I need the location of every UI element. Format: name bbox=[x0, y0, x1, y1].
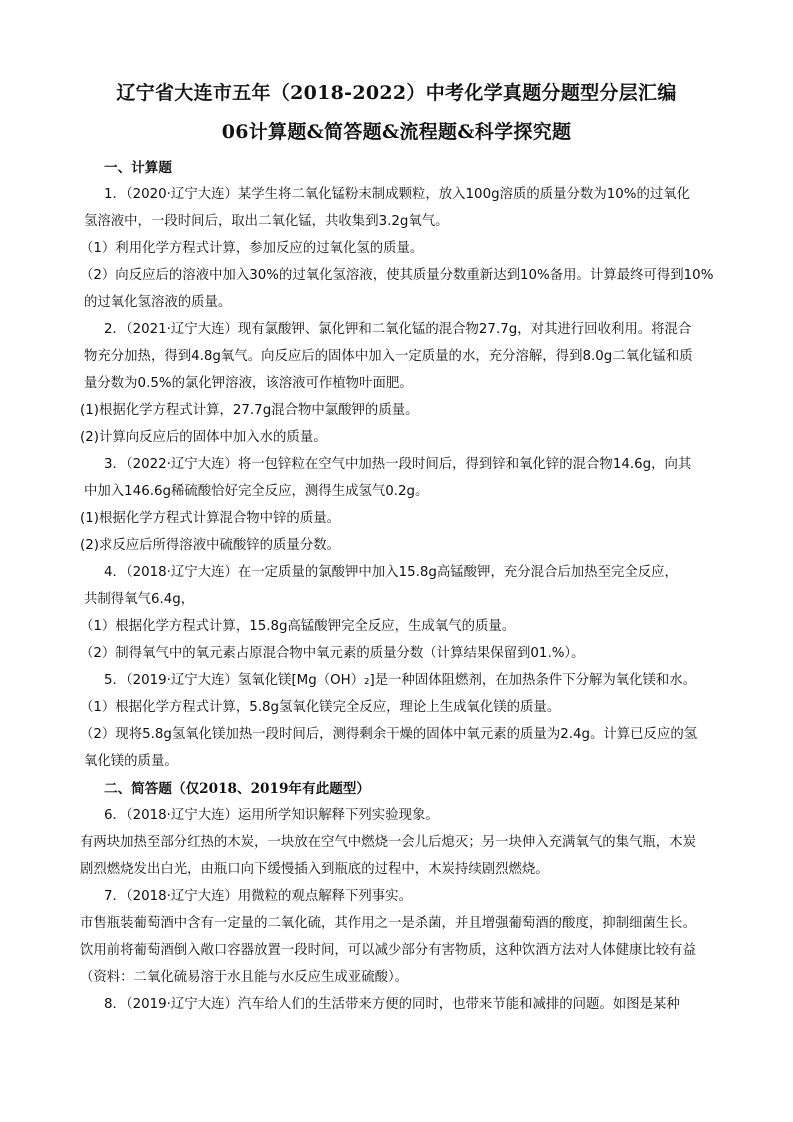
question-5-part-1: （1）根据化学方程式计算，5.8g氢氧化镁完全反应，理论上生成氧化镁的质量。 bbox=[80, 700, 561, 715]
question-3-part-2: (2)求反应后所得溶液中硫酸锌的质量分数。 bbox=[80, 538, 340, 553]
question-2-part-1: (1)根据化学方程式计算，27.7g混合物中氯酸钾的质量。 bbox=[80, 403, 419, 418]
question-4-line-1: 4．（2018·辽宁大连）在一定质量的氯酸钾中加入15.8g高锰酸钾，充分混合后加热至完全反应， bbox=[104, 565, 678, 580]
question-1-line-2: 氢溶液中，一段时间后，取出二氧化锰，共收集到3.2g氧气。 bbox=[84, 214, 449, 229]
question-4-part-1: （1）根据化学方程式计算，15.8g高锰酸钾完全反应，生成氧气的质量。 bbox=[80, 619, 516, 634]
question-6-line-3: 剧烈燃烧发出白光，由瓶口向下缓慢插入到瓶底的过程中，木炭持续剧烈燃烧。 bbox=[80, 862, 549, 877]
question-8-line-1: 8．（2019·辽宁大连）汽车给人们的生活带来方便的同时，也带来节能和减排的问题。如图是某种 bbox=[104, 997, 680, 1012]
question-2-part-2: (2)计算向反应后的固体中加入水的质量。 bbox=[80, 430, 327, 445]
question-6-line-1: 6．（2018·辽宁大连）运用所学知识解释下列实验现象。 bbox=[104, 808, 439, 823]
question-4-part-2: （2）制得氧气中的氧元素占原混合物中氧元素的质量分数（计算结果保留到01.%）。 bbox=[80, 646, 585, 661]
question-5-part-2: （2）现将5.8g氢氧化镁加热一段时间后，测得剩余干燥的固体中氧元素的质量为2.4g。计算已反应的氢 bbox=[80, 727, 698, 742]
question-7-line-3: 饮用前将葡萄酒倒入敞口容器放置一段时间，可以减少部分有害物质，这种饮酒方法对人体健康比较有益 bbox=[80, 943, 696, 958]
question-3-line-1: 3．（2022·辽宁大连）将一包锌粒在空气中加热一段时间后，得到锌和氧化锌的混合物14.6g，向其 bbox=[104, 457, 692, 472]
question-2-line-2: 物充分加热，得到4.8g氧气。向反应后的固体中加入一定质量的水，充分溶解，得到8.0g二氧化锰和质 bbox=[84, 349, 693, 364]
question-7-line-2: 市售瓶装葡萄酒中含有一定量的二氧化硫，其作用之一是杀菌，并且增强葡萄酒的酸度，抑制细菌生长。 bbox=[80, 916, 696, 931]
question-1-line-1: 1．（2020·辽宁大连）某学生将二氧化锰粉末制成颗粒，放入100g溶质的质量分数为10%的过氧化 bbox=[104, 187, 691, 202]
question-3-line-2: 中加入146.6g稀硫酸恰好完全反应，测得生成氢气0.2g。 bbox=[84, 484, 429, 499]
question-2-line-3: 量分数为0.5%的氯化钾溶液，该溶液可作植物叶面肥。 bbox=[84, 376, 413, 391]
question-1-part-2-cont: 的过氧化氢溶液的质量。 bbox=[84, 295, 232, 310]
section-heading-short-answer: 二、简答题（仅2018、2019年有此题型） bbox=[104, 781, 370, 797]
question-7-line-4: （资料：二氧化硫易溶于水且能与水反应生成亚硫酸）。 bbox=[80, 970, 409, 985]
question-3-part-1: (1)根据化学方程式计算混合物中锌的质量。 bbox=[80, 511, 340, 526]
question-2-line-1: 2．（2021·辽宁大连）现有氯酸钾、氯化钾和二氧化锰的混合物27.7g，对其进行回收利用。将混合 bbox=[104, 322, 692, 337]
document-subtitle: 06计算题&简答题&流程题&科学探究题 bbox=[221, 121, 572, 143]
question-6-line-2: 有两块加热至部分红热的木炭，一块放在空气中燃烧一会儿后熄灭；另一块伸入充满氧气的集气瓶，木炭 bbox=[80, 835, 696, 850]
question-5-line-1: 5．（2019·辽宁大连）氢氧化镁[Mg（OH）₂]是一种固体阻燃剂，在加热条件下分解为氧化镁和水。 bbox=[104, 673, 697, 688]
question-7-line-1: 7．（2018·辽宁大连）用微粒的观点解释下列事实。 bbox=[104, 889, 412, 904]
document-title: 辽宁省大连市五年（2018-2022）中考化学真题分题型分层汇编 bbox=[116, 82, 677, 104]
question-1-part-2: （2）向反应后的溶液中加入30%的过氧化氢溶液，使其质量分数重新达到10%备用。计算最终可得到10% bbox=[80, 268, 714, 283]
section-heading-calculation: 一、计算题 bbox=[104, 160, 172, 176]
question-4-line-2: 共制得氧气6.4g， bbox=[84, 592, 195, 607]
question-1-part-1: （1）利用化学方程式计算，参加反应的过氧化氢的质量。 bbox=[80, 241, 424, 256]
question-5-part-2-cont: 氧化镁的质量。 bbox=[84, 754, 178, 769]
